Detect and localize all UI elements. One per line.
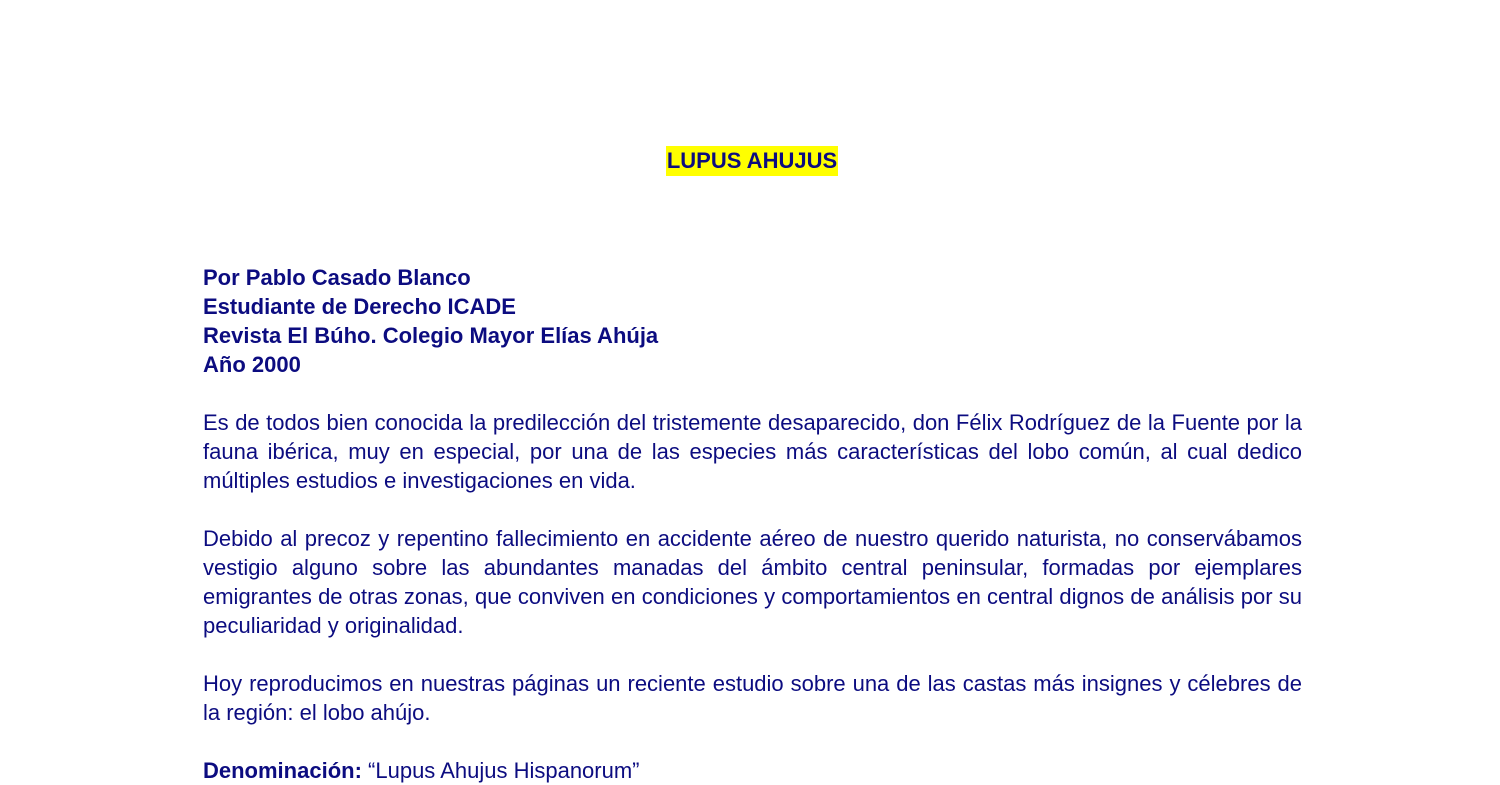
- byline-year: Año 2000: [203, 352, 301, 377]
- byline-author: Por Pablo Casado Blanco: [203, 265, 471, 290]
- paragraph: Es de todos bien conocida la predilección del tristemente desaparecido, don Félix Rodríguez de la Fuente por la fauna ibérica, muy en especial, por una de las especies más características del lobo común, al cual dedico múltiples estudios e investigaciones en vida.: [203, 410, 1302, 493]
- denomination: [203, 756, 1302, 785]
- paragraph: Hoy reproducimos en nuestras páginas un reciente estudio sobre una de las castas más insignes y célebres de la región: el lobo ahújo.: [203, 671, 1302, 725]
- byline-affiliation: Estudiante de Derecho ICADE: [203, 294, 516, 319]
- title-container: [0, 146, 1500, 176]
- denomination-value: “Lupus Ahujus Hispanorum”: [368, 758, 640, 783]
- byline-publication: Revista El Búho. Colegio Mayor Elías Ahúja: [203, 323, 659, 348]
- paragraph: Debido al precoz y repentino fallecimiento en accidente aéreo de nuestro querido naturista, no conservábamos vestigio alguno sobre las abundantes manadas del ámbito central peninsular, formadas por ejemplares emigrantes de otras zonas, que conviven en condiciones y comportamientos en central dignos de análisis por su peculiaridad y originalidad.: [203, 526, 1302, 638]
- document-body: [203, 263, 1302, 785]
- document-title: LUPUS AHUJUS: [666, 146, 838, 176]
- byline: [203, 263, 1302, 379]
- denomination-label: Denominación:: [203, 758, 362, 783]
